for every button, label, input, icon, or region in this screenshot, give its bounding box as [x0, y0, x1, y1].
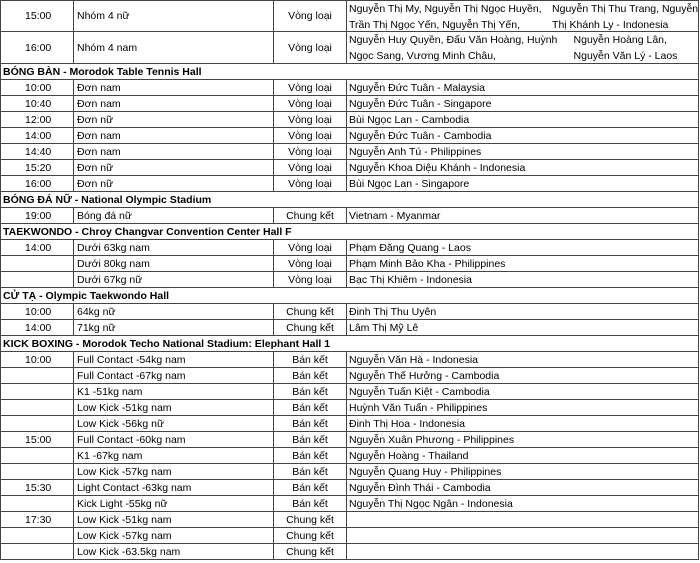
time-cell	[1, 256, 74, 271]
event-cell: Low Kick -57kg nam	[74, 528, 274, 543]
round-cell: Vòng loại	[274, 160, 347, 175]
time-cell: 15:20	[1, 160, 74, 175]
round-cell: Chung kết	[274, 528, 347, 543]
round-cell: Bán kết	[274, 448, 347, 463]
table-row	[0, 400, 699, 416]
athlete-line: Nguyễn Huy Quyền, Đấu Văn Hoàng, Huỳnh Ngọc Sang, Vương Minh Châu,	[349, 34, 558, 62]
round-cell: Bán kết	[274, 496, 347, 511]
round-cell: Bán kết	[274, 400, 347, 415]
table-row	[0, 320, 699, 336]
event-cell: Kick Light -55kg nữ	[74, 496, 274, 511]
round-cell: Vòng loại	[274, 32, 347, 63]
round-cell: Vòng loại	[274, 96, 347, 111]
event-cell: Full Contact -54kg nam	[74, 352, 274, 367]
time-cell: 10:00	[1, 304, 74, 319]
athletes-cell	[347, 528, 699, 543]
time-cell: 15:00	[1, 432, 74, 447]
event-cell: Dưới 63kg nam	[74, 240, 274, 255]
table-row	[0, 160, 699, 176]
athletes-cell: Nguyễn Hoàng - Thailand	[349, 449, 469, 462]
table-row	[0, 528, 699, 544]
time-cell	[1, 416, 74, 431]
table-row	[0, 544, 699, 560]
event-cell: Low Kick -63.5kg nam	[74, 544, 274, 559]
round-cell: Chung kết	[274, 208, 347, 223]
time-cell	[1, 272, 74, 287]
time-cell	[1, 400, 74, 415]
athletes-cell: Nguyễn Đức Tuân - Malaysia	[349, 81, 486, 94]
table-row	[0, 512, 699, 528]
time-cell: 10:00	[1, 352, 74, 367]
table-row	[0, 96, 699, 112]
round-cell: Vòng loại	[274, 80, 347, 95]
round-cell: Chung kết	[274, 512, 347, 527]
round-cell: Vòng loại	[274, 112, 347, 127]
time-cell: 15:00	[1, 1, 74, 31]
table-row	[0, 480, 699, 496]
time-cell	[1, 544, 74, 559]
time-cell	[1, 384, 74, 399]
round-cell: Vòng loại	[274, 256, 347, 271]
athlete-line: Nguyễn Thị Thu Trang, Nguyễn Thị Khánh Ly - Indonesia	[552, 3, 699, 31]
event-cell: Dưới 80kg nam	[74, 256, 274, 271]
table-row	[0, 256, 699, 272]
event-cell: Low Kick -51kg nam	[74, 512, 274, 527]
round-cell: Vòng loại	[274, 272, 347, 287]
time-cell	[1, 464, 74, 479]
event-cell: Low Kick -56kg nữ	[74, 416, 274, 431]
table-row	[0, 448, 699, 464]
table-row	[0, 176, 699, 192]
round-cell: Vòng loại	[274, 128, 347, 143]
table-row	[0, 352, 699, 368]
event-cell: Đơn nam	[74, 96, 274, 111]
event-cell: Đơn nữ	[74, 176, 274, 191]
table-row	[0, 464, 699, 480]
athletes-cell: Nguyễn Đức Tuân - Singapore	[349, 97, 492, 110]
event-cell: Full Contact -60kg nam	[74, 432, 274, 447]
athletes-cell: Đinh Thị Hoa - Indonesia	[349, 417, 465, 430]
athletes-cell: Nguyễn Quang Huy - Philippines	[349, 465, 502, 478]
event-cell: Đơn nam	[74, 128, 274, 143]
round-cell: Bán kết	[274, 352, 347, 367]
time-cell: 17:30	[1, 512, 74, 527]
athlete-line: Nguyễn Hoàng Lân, Nguyễn Văn Lý - Laos	[573, 34, 678, 62]
round-cell: Bán kết	[274, 480, 347, 495]
round-cell: Vòng loại	[274, 1, 347, 31]
event-cell: Đơn nam	[74, 80, 274, 95]
table-row	[0, 80, 699, 96]
athletes-cell: Huỳnh Văn Tuấn - Philippines	[349, 401, 488, 414]
round-cell: Chung kết	[274, 544, 347, 559]
round-cell: Bán kết	[274, 368, 347, 383]
time-cell: 14:00	[1, 240, 74, 255]
time-cell	[1, 368, 74, 383]
athletes-cell	[347, 1, 699, 31]
round-cell: Chung kết	[274, 304, 347, 319]
time-cell	[1, 448, 74, 463]
athletes-cell: Nguyễn Anh Tú - Philippines	[349, 145, 482, 158]
athletes-cell: Bùi Ngọc Lan - Cambodia	[349, 113, 470, 126]
athletes-cell: Phạm Minh Bảo Kha - Philippines	[349, 257, 506, 270]
table-row	[0, 384, 699, 400]
athletes-cell: Đinh Thị Thu Uyên	[349, 305, 437, 318]
section-header: CỬ TẠ - Olympic Taekwondo Hall	[0, 288, 699, 304]
table-row	[0, 208, 699, 224]
time-cell	[1, 528, 74, 543]
event-cell: 71kg nữ	[74, 320, 274, 335]
event-cell: Nhóm 4 nữ	[74, 1, 274, 31]
section-header: BÓNG ĐÁ NỮ - National Olympic Stadium	[0, 192, 699, 208]
athletes-cell: Nguyễn Khoa Diệu Khánh - Indonesia	[349, 161, 526, 174]
athletes-cell	[347, 544, 699, 559]
event-cell: Low Kick -57kg nam	[74, 464, 274, 479]
table-row	[0, 432, 699, 448]
event-cell: Bóng đá nữ	[74, 208, 274, 223]
time-cell: 10:40	[1, 96, 74, 111]
time-cell: 16:00	[1, 176, 74, 191]
athletes-cell: Nguyễn Đức Tuân - Cambodia	[349, 129, 492, 142]
athlete-line: Nguyễn Thị My, Nguyễn Thị Ngọc Huyền, Trần Thị Ngọc Yến, Nguyễn Thị Yến,	[349, 3, 542, 31]
table-row	[0, 128, 699, 144]
table-row	[0, 144, 699, 160]
event-cell: Đơn nữ	[74, 112, 274, 127]
table-row	[0, 496, 699, 512]
athletes-cell: Phạm Đăng Quang - Laos	[349, 241, 471, 254]
athletes-cell: Nguyễn Tuấn Kiệt - Cambodia	[349, 385, 490, 398]
event-cell: Low Kick -51kg nam	[74, 400, 274, 415]
athletes-cell: Nguyễn Văn Hà - Indonesia	[349, 353, 478, 366]
table-row	[0, 416, 699, 432]
event-cell: Đơn nữ	[74, 160, 274, 175]
round-cell: Bán kết	[274, 384, 347, 399]
table-row	[0, 112, 699, 128]
event-cell: Full Contact -67kg nam	[74, 368, 274, 383]
athletes-cell: Lâm Thị Mỹ Lê	[349, 321, 419, 334]
athletes-cell	[347, 32, 699, 63]
time-cell	[1, 496, 74, 511]
table-row	[0, 32, 699, 64]
event-cell: K1 -67kg nam	[74, 448, 274, 463]
event-cell: Dưới 67kg nữ	[74, 272, 274, 287]
time-cell: 14:00	[1, 128, 74, 143]
event-cell: K1 -51kg nam	[74, 384, 274, 399]
time-cell: 14:00	[1, 320, 74, 335]
table-row	[0, 304, 699, 320]
event-cell: Nhóm 4 nam	[74, 32, 274, 63]
round-cell: Chung kết	[274, 320, 347, 335]
section-header: KICK BOXING - Morodok Techo National Stadium: Elephant Hall 1	[0, 336, 699, 352]
event-cell: Đơn nam	[74, 144, 274, 159]
table-row	[0, 272, 699, 288]
round-cell: Bán kết	[274, 464, 347, 479]
table-row	[0, 240, 699, 256]
time-cell: 14:40	[1, 144, 74, 159]
event-cell: 64kg nữ	[74, 304, 274, 319]
round-cell: Vòng loại	[274, 240, 347, 255]
table-row	[0, 0, 699, 32]
time-cell: 16:00	[1, 32, 74, 63]
athletes-cell: Nguyễn Thị Ngọc Ngân - Indonesia	[349, 497, 513, 510]
round-cell: Vòng loại	[274, 176, 347, 191]
section-header: TAEKWONDO - Chroy Changvar Convention Center Hall F	[0, 224, 699, 240]
athletes-cell	[347, 512, 699, 527]
time-cell: 12:00	[1, 112, 74, 127]
event-cell: Light Contact -63kg nam	[74, 480, 274, 495]
athletes-cell: Nguyễn Thế Hưởng - Cambodia	[349, 369, 500, 382]
time-cell: 10:00	[1, 80, 74, 95]
time-cell: 19:00	[1, 208, 74, 223]
round-cell: Vòng loại	[274, 144, 347, 159]
round-cell: Bán kết	[274, 416, 347, 431]
time-cell: 15:30	[1, 480, 74, 495]
athletes-cell: Bùi Ngọc Lan - Singapore	[349, 177, 470, 190]
athletes-cell: Nguyễn Đình Thái - Cambodia	[349, 481, 491, 494]
athletes-cell: Nguyễn Xuân Phương - Philippines	[349, 433, 515, 446]
round-cell: Bán kết	[274, 432, 347, 447]
table-row	[0, 368, 699, 384]
athletes-cell: Bạc Thị Khiêm - Indonesia	[349, 273, 472, 286]
athletes-cell: Vietnam - Myanmar	[349, 209, 441, 222]
section-header: BÓNG BÀN - Morodok Table Tennis Hall	[0, 64, 699, 80]
